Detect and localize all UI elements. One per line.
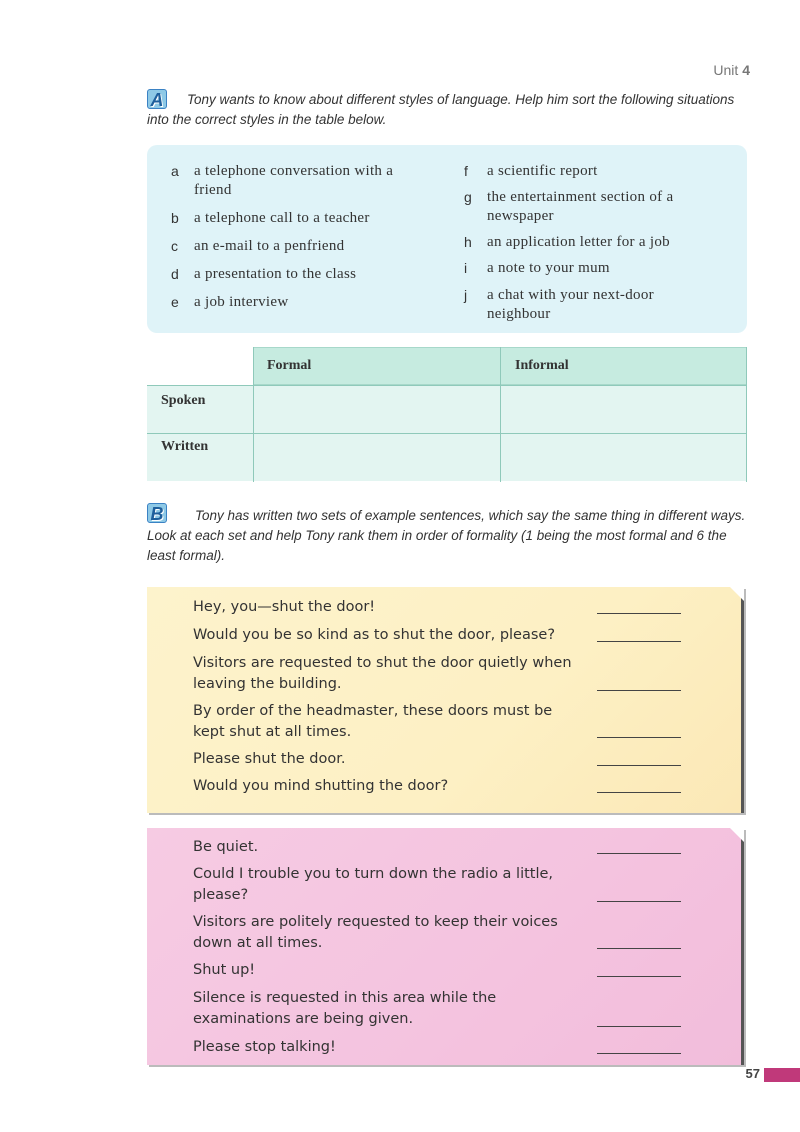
item-text: a presentation to the class [194, 266, 357, 282]
answer-blank[interactable] [597, 948, 681, 949]
row-header-written: Written [161, 439, 209, 454]
section-b-instruction: Tony has written two sets of example sentences, which say the same thing in different ways. Look at each set and help Tony rank them in order of formality (1 being the most formal and 6 the least formal). [147, 508, 746, 563]
sentence: Silence is requested in this area while the examinations are being given. [193, 990, 497, 1027]
table-divider [253, 347, 254, 482]
answer-blank[interactable] [597, 613, 681, 614]
item-text: an application letter for a job [487, 234, 670, 250]
situations-box [147, 145, 747, 333]
answer-blank[interactable] [597, 976, 681, 977]
sentence: Shut up! [193, 962, 256, 978]
section-a-badge: A [147, 89, 167, 109]
table-divider [500, 347, 501, 482]
answer-blank[interactable] [597, 792, 681, 793]
table-row-written [147, 433, 747, 481]
section-a-instruction: Tony wants to know about different styles of language. Help him sort the following situations into the correct styles in the table below. [147, 92, 735, 127]
item-text: an e-mail to a penfriend [194, 238, 345, 254]
item-letter: j [464, 287, 468, 303]
column-header-formal: Formal [267, 358, 312, 373]
item-text: a note to your mum [487, 260, 610, 276]
item-letter: e [171, 294, 180, 310]
unit-word: Unit [713, 62, 739, 78]
answer-blank[interactable] [597, 737, 681, 738]
unit-number: 4 [742, 62, 750, 78]
answer-blank[interactable] [597, 853, 681, 854]
styles-table [147, 347, 747, 482]
sentence: Please shut the door. [193, 751, 346, 767]
unit-label [713, 62, 750, 78]
sentence: Would you mind shutting the door? [193, 778, 449, 794]
item-text: a chat with your next-door neighbour [487, 287, 654, 322]
table-divider [147, 385, 747, 386]
answer-blank[interactable] [597, 765, 681, 766]
item-letter: b [171, 210, 180, 226]
item-letter: i [464, 260, 468, 276]
item-text: a telephone call to a teacher [194, 210, 370, 226]
item-text: a scientific report [487, 163, 598, 179]
item-letter: f [464, 163, 469, 179]
page-tab-marker [764, 1068, 800, 1082]
sentence: Would you be so kind as to shut the door, please? [193, 627, 556, 643]
item-text: a telephone conversation with a friend [194, 163, 394, 198]
item-letter: c [171, 238, 179, 254]
section-b-badge: B [147, 503, 167, 523]
item-letter: h [464, 234, 473, 250]
item-text: a job interview [194, 294, 289, 310]
item-letter: a [171, 163, 180, 179]
answer-blank[interactable] [597, 690, 681, 691]
answer-blank[interactable] [597, 901, 681, 902]
sentence: Please stop talking! [193, 1039, 336, 1055]
item-text: the entertainment section of a newspaper [487, 189, 674, 224]
column-header-informal: Informal [515, 358, 569, 373]
answer-blank[interactable] [597, 1053, 681, 1054]
sentence-set-quiet [147, 828, 744, 1065]
table-divider [746, 347, 747, 482]
sentence: By order of the headmaster, these doors must be kept shut at all times. [193, 703, 553, 740]
page-number: 57 [745, 1066, 760, 1081]
item-letter: g [464, 189, 473, 205]
sentence: Visitors are politely requested to keep their voices down at all times. [193, 914, 558, 951]
sentence: Could I trouble you to turn down the radio a little, please? [193, 866, 554, 903]
sentence: Be quiet. [193, 839, 259, 855]
sentence: Visitors are requested to shut the door quietly when leaving the building. [193, 655, 572, 692]
row-header-spoken: Spoken [161, 393, 206, 408]
sentence: Hey, you—shut the door! [193, 599, 376, 615]
answer-blank[interactable] [597, 1026, 681, 1027]
table-row-spoken [147, 385, 747, 433]
item-letter: d [171, 266, 180, 282]
sentence-set-door [147, 587, 744, 813]
table-divider [147, 433, 747, 434]
answer-blank[interactable] [597, 641, 681, 642]
